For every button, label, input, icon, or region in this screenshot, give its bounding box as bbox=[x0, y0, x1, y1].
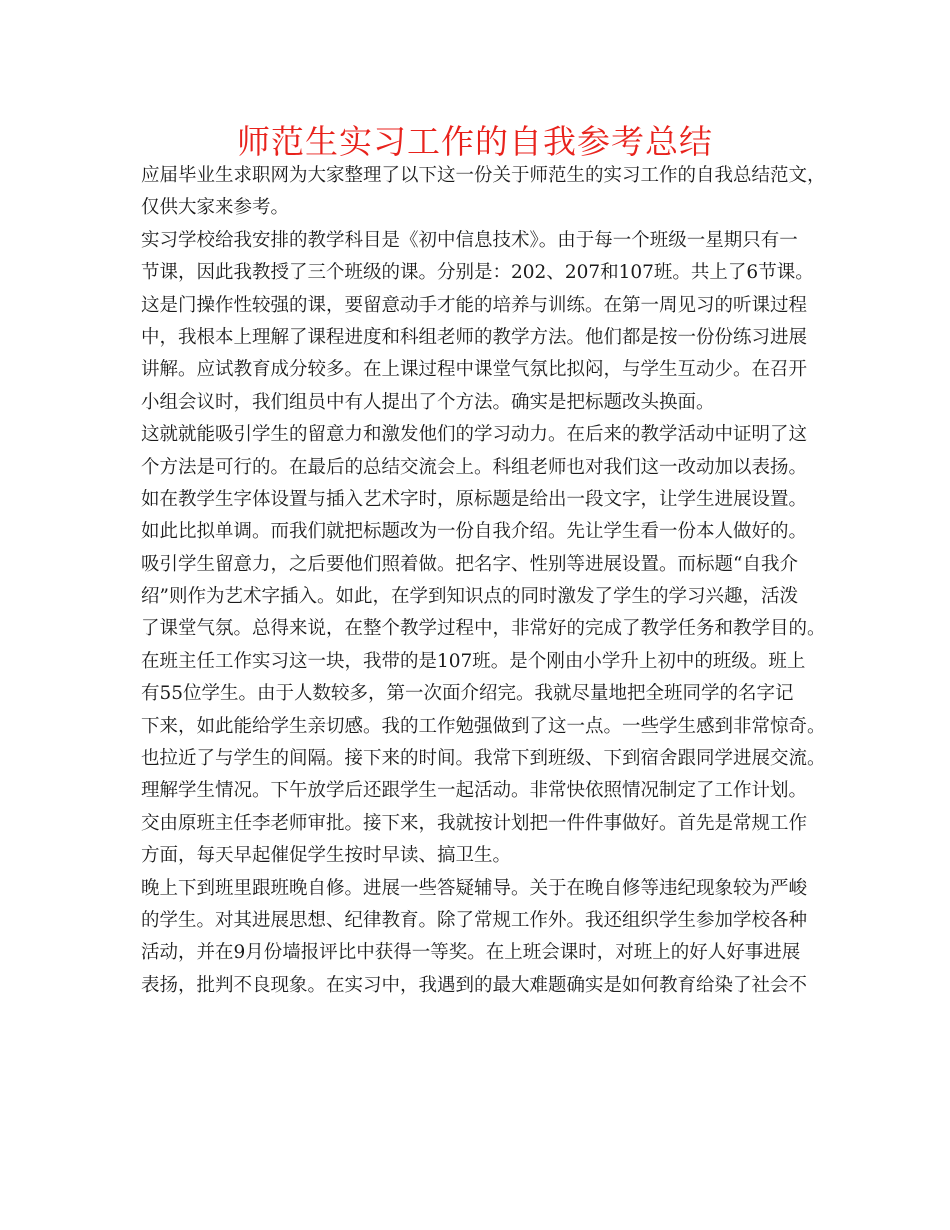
text-line: 应届毕业生求职网为大家整理了以下这一份关于师范生的实习工作的自我总结范文， bbox=[141, 165, 826, 186]
text-line: 在班主任工作实习这一块，我带的是107班。是个刚由小学升上初中的班级。班上 bbox=[141, 650, 806, 672]
text-line: 讲解。应试教育成分较多。在上课过程中课堂气氛比拟闷，与学生互动少。在召开 bbox=[141, 359, 808, 381]
text-line: 下来，如此能给学生亲切感。我的工作勉强做到了这一点。一些学生感到非常惊奇。 bbox=[141, 715, 826, 737]
text-line: 有55位学生。由于人数较多，第一次面介绍完。我就尽量地把全班同学的名字记 bbox=[141, 683, 794, 705]
text-line: 表扬，批判不良现象。在实习中，我遇到的最大难题确实是如何教育给染了社会不 bbox=[141, 974, 808, 996]
text-line: 如在教学生字体设置与插入艺术字时，原标题是给出一段文字，让学生进展设置。 bbox=[141, 488, 808, 510]
text-line: 仅供大家来参考。 bbox=[141, 197, 290, 219]
text-line: 活动，并在9月份墙报评比中获得一等奖。在上班会课时，对班上的好人好事进展 bbox=[141, 942, 801, 964]
text-line: 的学生。对其进展思想、纪律教育。除了常规工作外。我还组织学生参加学校各种 bbox=[141, 909, 808, 931]
text-line: 理解学生情况。下午放学后还跟学生一起活动。非常快依照情况制定了工作计划。 bbox=[141, 780, 808, 802]
text-line: 节课，因此我教授了三个班级的课。分别是：202、207和107班。共上了6节课。 bbox=[141, 262, 814, 284]
text-line: 个方法是可行的。在最后的总结交流会上。科组老师也对我们这一改动加以表扬。 bbox=[141, 456, 808, 478]
text-line: 实习学校给我安排的教学科目是《初中信息技术》。由于每一个班级一星期只有一 bbox=[141, 229, 798, 251]
text-line: 方面，每天早起催促学生按时早读、搞卫生。 bbox=[141, 845, 512, 867]
document-title: 师范生实习工作的自我参考总结 bbox=[237, 122, 713, 161]
document-body bbox=[141, 160, 831, 1002]
text-line: 这就就能吸引学生的留意力和激发他们的学习动力。在后来的教学活动中证明了这 bbox=[141, 424, 808, 446]
text-line: 交由原班主任李老师审批。接下来，我就按计划把一件件事做好。首先是常规工作 bbox=[141, 812, 808, 834]
text-line: 小组会议时，我们组员中有人提出了个方法。确实是把标题改头换面。 bbox=[141, 391, 715, 413]
text-line: 如此比拟单调。而我们就把标题改为一份自我介绍。先让学生看一份本人做好的。 bbox=[141, 521, 808, 543]
text-line: 也拉近了与学生的间隔。接下来的时间。我常下到班级、下到宿舍跟同学进展交流。 bbox=[141, 748, 826, 770]
text-line: 绍”则作为艺术字插入。如此，在学到知识点的同时激发了学生的学习兴趣，活泼 bbox=[141, 586, 798, 608]
text-line: 了课堂气氛。总得来说，在整个教学过程中，非常好的完成了教学任务和教学目的。 bbox=[141, 618, 826, 640]
text-line: 晚上下到班里跟班晚自修。进展一些答疑辅导。关于在晚自修等违纪现象较为严峻 bbox=[141, 877, 808, 899]
text-line: 吸引学生留意力，之后要他们照着做。把名字、性别等进展设置。而标题“自我介 bbox=[141, 553, 798, 575]
text-line: 中，我根本上理解了课程进度和科组老师的教学方法。他们都是按一份份练习进展 bbox=[141, 326, 808, 348]
text-line: 这是门操作性较强的课，要留意动手才能的培养与训练。在第一周见习的听课过程 bbox=[141, 294, 808, 316]
